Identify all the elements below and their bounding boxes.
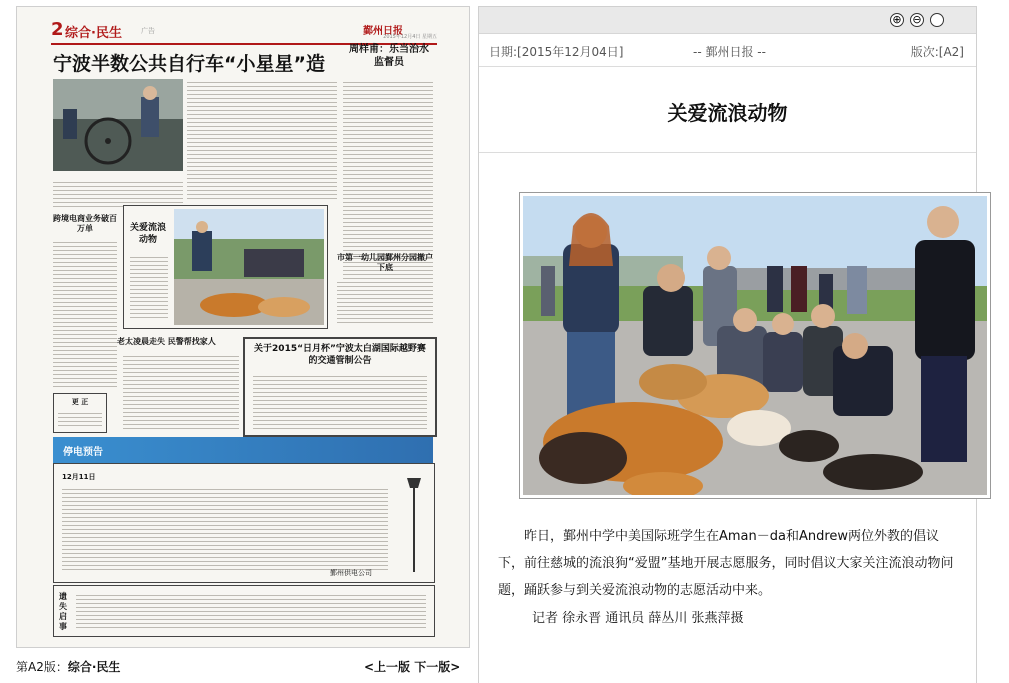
- page-label: [16, 658, 120, 675]
- prev-page-link[interactable]: <上一版: [364, 660, 411, 674]
- section-subtitle: 广告: [141, 27, 155, 35]
- side-headline[interactable]: 周样甫：乐当治水监督员: [349, 44, 429, 68]
- outage-band: [53, 437, 433, 463]
- article-date: 日期:[2015年12月04日]: [489, 45, 624, 59]
- section-title: 综合·民生: [65, 26, 122, 41]
- outage-footer: 鄞州供电公司: [330, 569, 372, 577]
- reset-zoom-icon[interactable]: [930, 13, 944, 27]
- ecommerce-text: [53, 239, 117, 389]
- divider: [479, 152, 976, 153]
- page-label-prefix: 第A2版：: [16, 660, 68, 674]
- header-date: 2015年12月4日 星期五: [383, 34, 437, 40]
- feature-box[interactable]: [123, 205, 328, 329]
- article-edition: 版次:[A2]: [910, 45, 964, 59]
- lead-headline[interactable]: 宁波半数公共自行车“小星星”造: [53, 53, 325, 75]
- sub-headline-kindergarten[interactable]: 市第一幼儿园鄞州分园撤户下底: [337, 253, 433, 272]
- article-meta: [479, 43, 976, 63]
- article-photo[interactable]: [519, 192, 991, 499]
- article-paragraph: 昨日，鄞州中学中美国际班学生在Aman－da和Andrew两位外教的倡议下，前往慈城的流浪狗“爱盟”基地开展志愿服务，同时倡议大家关注流浪动物问题，踊跃参与到关爱流浪动物的志愿活动中来。: [498, 529, 954, 598]
- paper-brand: 鄞州日报: [363, 26, 403, 37]
- traffic-notice-title: 关于2015“日月杯”宁波太白湖国际越野赛的交通管制公告: [254, 344, 426, 366]
- zoom-in-icon[interactable]: ⊕: [890, 13, 904, 27]
- outage-box[interactable]: [53, 463, 435, 583]
- kindergarten-text: [337, 279, 433, 325]
- lost-notice-box[interactable]: [53, 585, 435, 637]
- lead-article-text-2: [53, 179, 183, 207]
- newspaper-page-image[interactable]: [16, 6, 470, 648]
- sub-headline-missing[interactable]: 老太凌晨走失 民警帮找家人: [117, 337, 216, 346]
- page-header: [51, 19, 437, 45]
- article-body: [498, 523, 958, 604]
- pager: [364, 658, 460, 675]
- lost-notice-text: [76, 592, 426, 630]
- sub-headline-ecommerce[interactable]: 跨境电商业务破百万单: [53, 214, 117, 233]
- divider: [479, 66, 976, 67]
- traffic-notice-text: [253, 373, 427, 429]
- zoom-toolbar: [479, 7, 976, 34]
- outage-date: 12月11日: [62, 473, 96, 481]
- article-photo-art: [523, 196, 987, 495]
- missing-text: [123, 353, 239, 431]
- next-page-link[interactable]: 下一版>: [414, 660, 461, 674]
- correction-text: [58, 410, 102, 428]
- outage-text: [62, 486, 388, 572]
- article-source: -- 鄞州日报 --: [693, 45, 766, 59]
- bicycle-photo-art: [53, 79, 183, 171]
- bicycle-photo[interactable]: [53, 79, 183, 171]
- traffic-notice-box[interactable]: [243, 337, 437, 437]
- street-lamp-icon: [402, 474, 426, 574]
- feature-thumb-photo: [174, 209, 324, 325]
- feature-box-text: [130, 254, 168, 320]
- article-credit: 记者 徐永晋 通讯员 薛丛川 张燕萍摄: [532, 611, 744, 626]
- page-label-section: 综合·民生: [67, 660, 121, 674]
- feature-label: 关爱流浪动物: [129, 223, 166, 245]
- zoom-out-icon[interactable]: ⊖: [910, 13, 924, 27]
- correction-box[interactable]: [53, 393, 107, 433]
- lead-article-text: [187, 79, 337, 201]
- correction-label: 更 正: [71, 398, 89, 406]
- article-title: 关爱流浪动物: [667, 101, 788, 125]
- lost-notice-label: 遗失启事: [59, 592, 67, 631]
- outage-label: 停电预告: [63, 447, 103, 458]
- page-number: 2: [51, 19, 64, 40]
